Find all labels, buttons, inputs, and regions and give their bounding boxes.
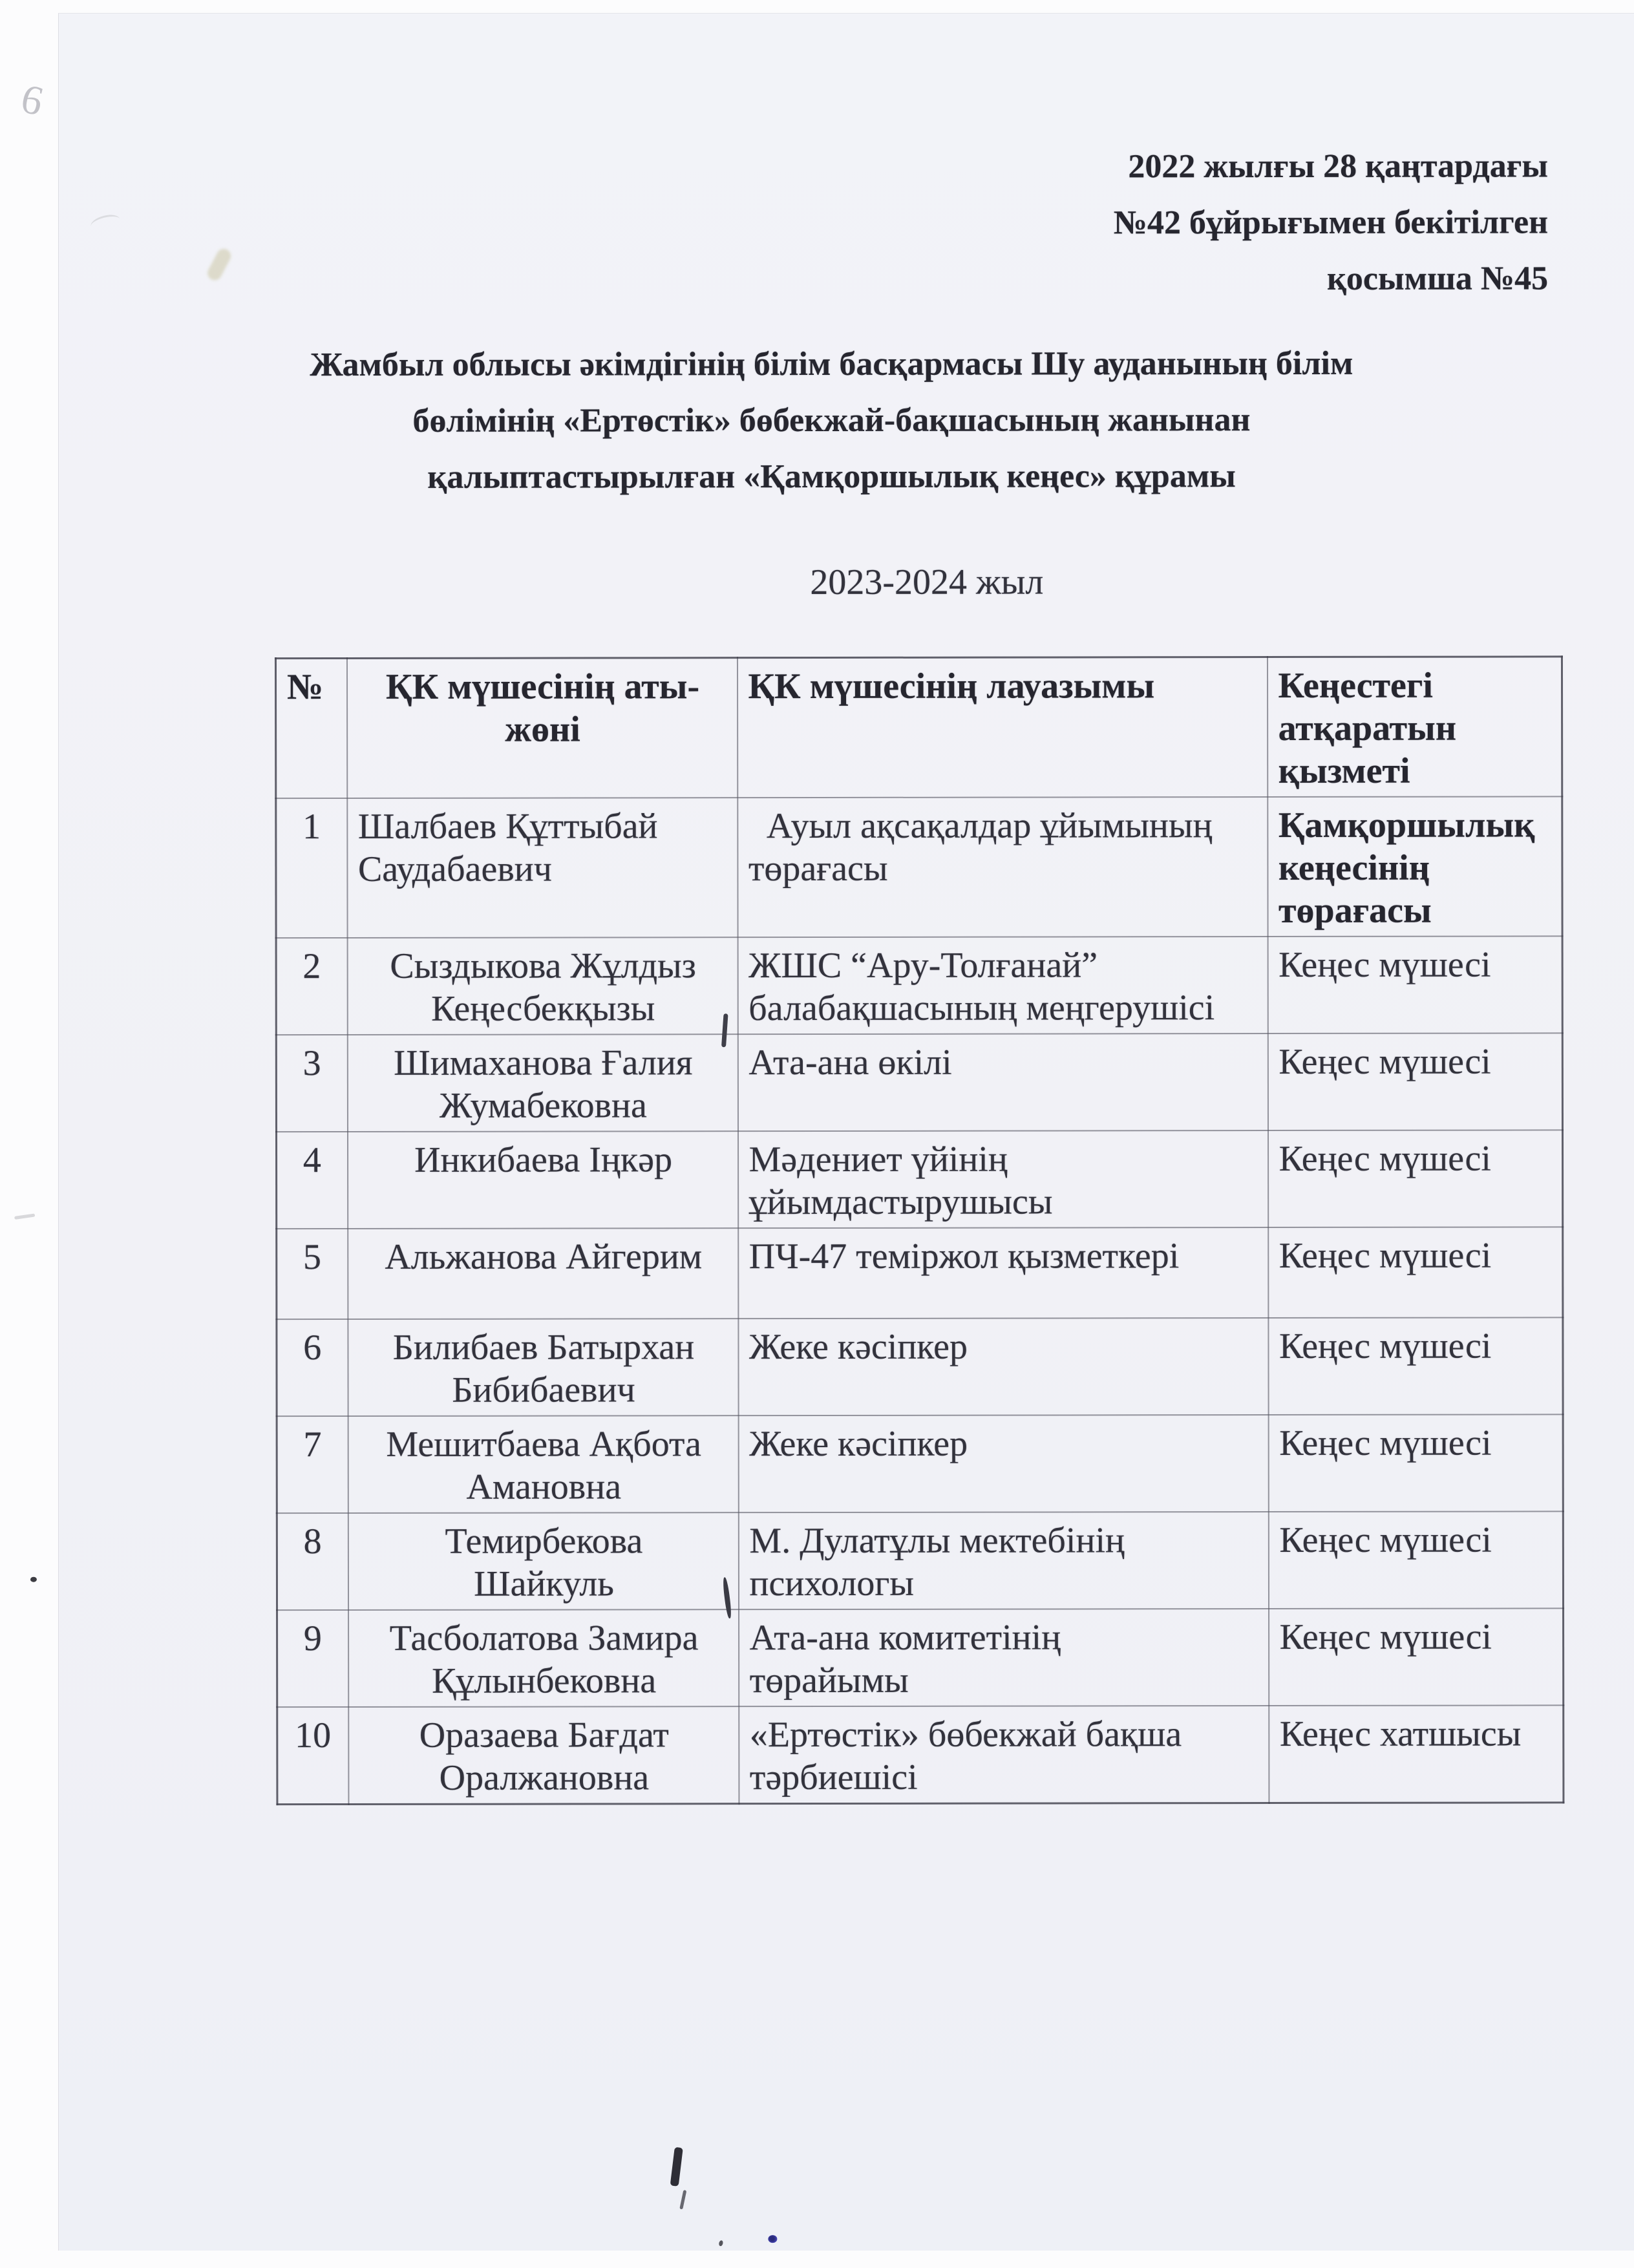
year-subtitle: 2023-2024 жыл xyxy=(810,562,1044,603)
cell-member-name: Альжанова Айгерим xyxy=(348,1228,738,1319)
cell-council-role: Кеңес мүшесі xyxy=(1269,1608,1564,1706)
approval-line: 2022 жылғы 28 қаңтардағы xyxy=(1128,147,1548,185)
table-header-row xyxy=(275,657,1562,798)
cell-member-name: Темирбекова Шайкуль xyxy=(348,1512,738,1610)
cell-council-role: Кеңес хатшысы xyxy=(1269,1705,1564,1803)
council-members-table xyxy=(275,655,1564,1805)
council-table-body xyxy=(276,796,1564,1804)
ink-stroke-bottom xyxy=(670,2147,683,2187)
cell-row-number: 8 xyxy=(277,1513,348,1610)
cell-member-position: ПЧ-47 теміржол қызметкері xyxy=(738,1227,1268,1319)
cell-member-position: М. Дулатұлы мектебінің психологы xyxy=(738,1512,1268,1609)
cell-member-position: Ата-ана өкілі xyxy=(737,1033,1268,1131)
table-row xyxy=(276,1130,1562,1229)
approval-line: қосымша №45 xyxy=(1326,260,1549,297)
cell-member-position: «Ертөстік» бөбекжай бақша тәрбиешісі xyxy=(739,1706,1269,1804)
pencil-mark-six: 6 xyxy=(16,74,48,125)
cell-row-number: 6 xyxy=(277,1319,348,1416)
approval-stamp-text xyxy=(966,138,1548,307)
cell-member-name: Билибаев Батырхан Бибибаевич xyxy=(348,1319,738,1416)
cell-member-name: Тасболатова Замира Құлынбековна xyxy=(348,1609,739,1707)
table-row xyxy=(276,936,1562,1035)
cell-member-position: Жеке кәсіпкер xyxy=(738,1318,1268,1415)
cell-council-role: Кеңес мүшесі xyxy=(1268,1130,1562,1227)
table-row xyxy=(277,1511,1563,1610)
cell-member-name: Оразаева Бағдат Оралжановна xyxy=(348,1706,739,1804)
table-row xyxy=(277,1414,1563,1513)
cell-council-role: Кеңес мүшесі xyxy=(1268,1317,1563,1415)
cell-member-position: ЖШС “Ару-Толғанай” балабақшасының меңгерушісі xyxy=(737,937,1268,1034)
cell-row-number: 5 xyxy=(277,1229,348,1319)
cell-member-name: Шимаханова Ғалия Жумабековна xyxy=(347,1034,737,1132)
paper-stain xyxy=(205,246,233,282)
cell-member-name: Мешитбаева Ақбота Амановна xyxy=(348,1415,738,1513)
title-line: қалыптастырылған «Қамқоршылық кеңес» құрамы xyxy=(427,458,1236,496)
approval-line: №42 бұйрығымен бекітілген xyxy=(1113,204,1549,242)
pencil-dash-left xyxy=(14,1213,35,1219)
cell-member-position: Ата-ана комитетінің төрайымы xyxy=(739,1609,1269,1706)
ink-dot-bottom xyxy=(718,2240,723,2247)
pencil-arc-mark xyxy=(89,212,122,233)
header-number: № xyxy=(275,659,346,799)
blue-ink-dot xyxy=(768,2235,777,2243)
cell-member-position: Мәдениет үйінің ұйымдастырушысы xyxy=(737,1130,1268,1228)
cell-member-position: Жеке кәсіпкер xyxy=(738,1415,1268,1512)
cell-member-name: Сыздыкова Жұлдыз Кеңесбекқызы xyxy=(347,937,737,1035)
header-name: ҚК мүшесінің аты- жөні xyxy=(346,658,737,798)
ink-stroke-tail xyxy=(679,2190,686,2209)
cell-council-role: Кеңес мүшесі xyxy=(1268,1511,1563,1609)
cell-row-number: 10 xyxy=(277,1707,348,1805)
cell-member-name: Шалбаев Құттыбай Саудабаевич xyxy=(347,798,737,938)
cell-row-number: 3 xyxy=(276,1035,347,1132)
table-header xyxy=(275,657,1562,798)
cell-council-role: Кеңес мүшесі xyxy=(1268,1033,1562,1130)
cell-council-role: Кеңес мүшесі xyxy=(1268,1227,1563,1318)
table-row xyxy=(277,1705,1564,1804)
table-row xyxy=(276,796,1562,938)
cell-row-number: 2 xyxy=(276,938,347,1035)
cell-council-role: Кеңес мүшесі xyxy=(1268,936,1562,1033)
cell-row-number: 9 xyxy=(277,1610,348,1707)
table-row xyxy=(277,1227,1563,1319)
cell-row-number: 7 xyxy=(277,1416,348,1513)
cell-council-role: Қамқоршылық кеңесінің төрағасы xyxy=(1268,796,1562,937)
cell-council-role: Кеңес мүшесі xyxy=(1268,1414,1563,1512)
cell-member-name: Инкибаева Іңкәр xyxy=(347,1131,737,1229)
header-role: Кеңестегі атқаратын қызметі xyxy=(1267,657,1562,797)
title-line: бөлімінің «Ертөстік» бөбекжай-бақшасының жанынан xyxy=(412,401,1251,440)
table-row xyxy=(277,1317,1563,1416)
title-line: Жамбыл облысы әкімдігінің білім басқармасы Шу ауданының білім xyxy=(310,344,1353,384)
cell-row-number: 1 xyxy=(276,798,347,938)
cell-member-position: Ауыл ақсақалдар ұйымының төрағасы xyxy=(737,797,1268,937)
table-row xyxy=(276,1033,1562,1132)
document-title xyxy=(169,335,1493,506)
ink-dot-left-margin xyxy=(30,1577,37,1582)
header-position: ҚК мүшесінің лауазымы xyxy=(737,657,1267,798)
cell-row-number: 4 xyxy=(276,1132,347,1229)
faint-smudge-right xyxy=(1568,1082,1577,1094)
table-row xyxy=(277,1608,1564,1707)
